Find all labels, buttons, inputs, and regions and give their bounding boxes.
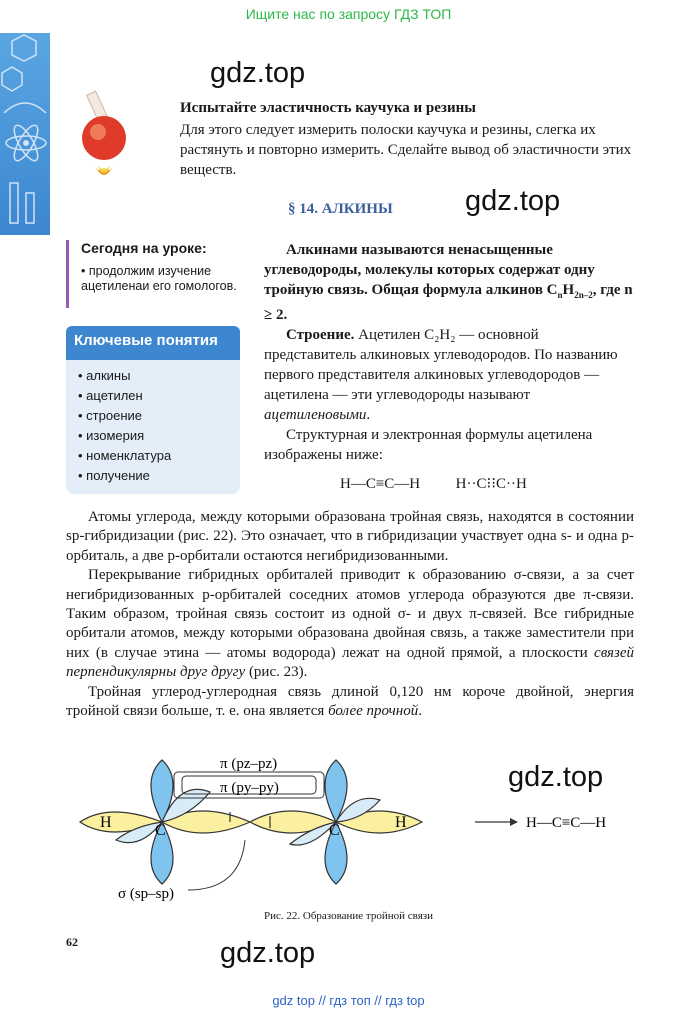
watermark: gdz.top xyxy=(210,57,306,89)
electronic-formula: H··C⁝⁝C··H xyxy=(455,476,527,492)
key-concepts-list xyxy=(66,368,240,488)
section-title: § 14. АЛКИНЫ xyxy=(288,201,393,217)
list-item: • изомерия xyxy=(78,428,240,448)
today-box xyxy=(66,240,251,308)
paragraph-text: Перекрывание гибридных орбиталей приводит к образованию σ-связи, а за счет негибридизованных p-орбиталей соседних атомов углерода образуются две π-связи. Таким образом, тройная связь состоит из одной σ- и двух π-связей. Все гибридные орбитали атомов, между которыми образована двойная связь, а также заместители при них (в случае этина — атомы водорода) лежат на одной прямой, а плоскости xyxy=(66,567,634,661)
list-item: • алкины xyxy=(78,368,240,388)
list-item: • строение xyxy=(78,408,240,428)
pi-z-label: π (pz–pz) xyxy=(220,756,278,772)
decorative-strip xyxy=(0,33,50,235)
watermark: gdz.top xyxy=(220,937,316,969)
list-item: • получение xyxy=(78,468,240,488)
paragraph-italic: более прочной xyxy=(328,703,419,720)
paragraph xyxy=(66,566,634,682)
pi-y-label: π (py–py) xyxy=(220,780,279,796)
footer-links[interactable]: gdz top // гдз топ // гдз top xyxy=(272,993,425,1008)
triple-bond-figure xyxy=(70,740,630,905)
paragraph: Атомы углерода, между которыми образована тройная связь, находятся в состоянии sp-гибридизации (рис. 22). Это означает, что в гибридизации участвует одна s- и одна p-орбиталь, а две p-орбитали остаются негибридизованными. xyxy=(66,509,634,564)
atom-label: C xyxy=(155,822,166,839)
atom-label: H xyxy=(395,814,407,831)
flask-icon xyxy=(64,90,140,186)
experiment-text: Для этого следует измерить полоски каучука и резины, слегка их растянуть и повторно измерить. Сделайте вывод об эластичности этих веществ. xyxy=(180,122,632,178)
structure-label: Строение. xyxy=(286,327,355,343)
structure-end: . xyxy=(366,407,371,423)
list-item: • номенклатура xyxy=(78,448,240,468)
formula-subscript: n xyxy=(557,290,563,300)
list-item: • ацетилен xyxy=(78,388,240,408)
experiment-title: Испытайте эластичность каучука и резины xyxy=(180,100,476,116)
page-number: 62 xyxy=(66,935,78,949)
formulas-intro: Структурная и электронная формулы ацетилена изображены ниже: xyxy=(264,427,593,463)
result-formula: H—C≡C—H xyxy=(526,815,607,831)
structure-text: Ацетилен C₂H₂ — основной представитель алкиновых углеводородов. По названию первого представителя алкиновых углеводородов — ацетилена — эти углеводороды называют xyxy=(264,327,618,403)
formula-subscript: 2n–2 xyxy=(574,290,593,300)
paragraph-end: (рис. 23). xyxy=(245,664,308,681)
today-title: Сегодня на уроке: xyxy=(81,240,207,256)
paragraph xyxy=(66,683,634,722)
definition-text: Алкинами называются ненасыщенные углеводороды, молекулы которых содержат одну тройную связь. Общая формула алкинов C xyxy=(264,242,595,298)
chemistry-pattern-icon xyxy=(0,33,50,235)
acetylene-formulas xyxy=(340,474,527,493)
key-concepts-title: Ключевые понятия xyxy=(66,326,240,360)
structure-italic: ацетиленовыми xyxy=(264,407,367,423)
formula-h: H xyxy=(562,282,575,298)
today-text: • продолжим изучение ацетиленаи его гомологов. xyxy=(81,264,237,293)
atom-label: H xyxy=(100,814,112,831)
alkyne-definition xyxy=(264,240,634,325)
sigma-label: σ (sp–sp) xyxy=(118,886,175,902)
paragraph-text: Тройная углерод-углеродная связь длиной 0,120 нм короче двойной, энергия тройной связи больше, т. е. она является xyxy=(66,683,634,720)
definition-block xyxy=(264,240,634,465)
key-concepts-box xyxy=(66,326,240,494)
top-banner[interactable]: Ищите нас по запросу ГДЗ ТОП xyxy=(245,6,452,22)
figure-caption: Рис. 22. Образование тройной связи xyxy=(263,910,433,922)
atom-label: C xyxy=(329,822,340,839)
structure-paragraph xyxy=(264,325,634,425)
watermark: gdz.top xyxy=(465,185,561,217)
body-text xyxy=(66,508,634,721)
paragraph-end: . xyxy=(418,703,422,720)
watermark: gdz.top xyxy=(508,761,604,793)
definition-end: , где n ≥ 2. xyxy=(264,282,633,323)
structural-formula: H—C≡C—H xyxy=(340,476,421,492)
paragraph-italic: связей перпендикулярны друг другу xyxy=(66,644,634,681)
